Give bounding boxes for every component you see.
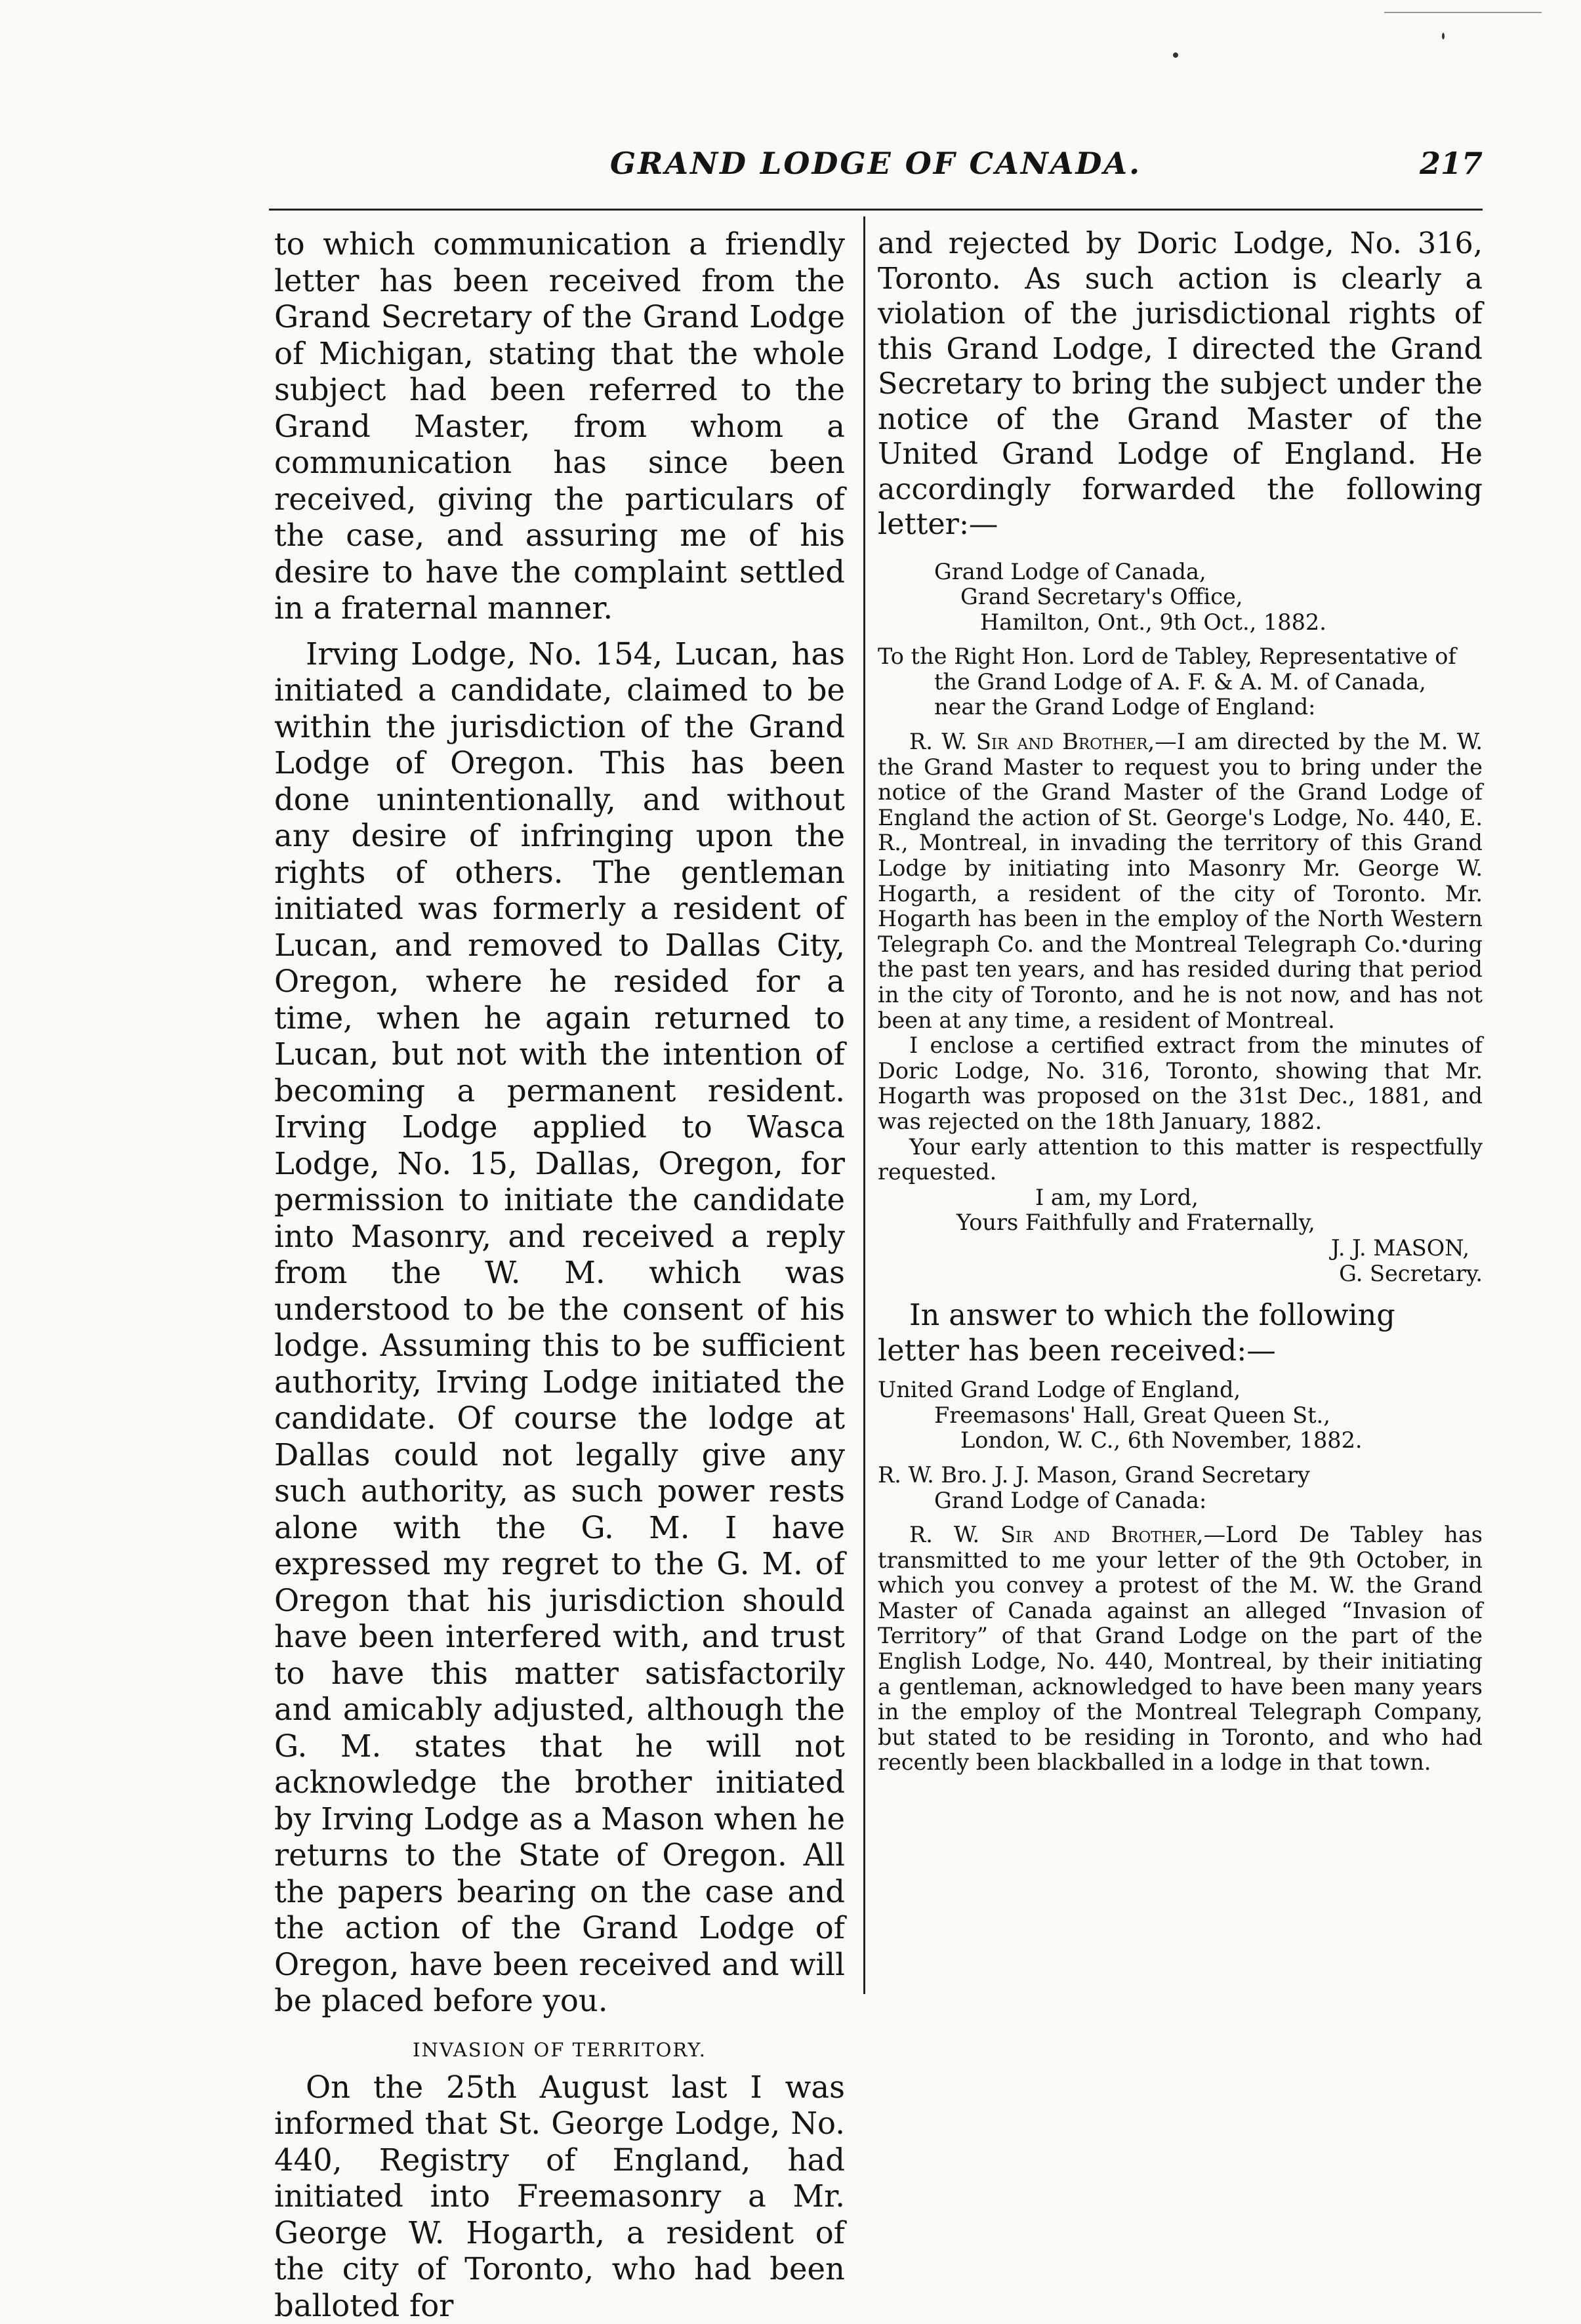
letter-recipient: Grand Lodge of Canada:: [878, 1488, 1483, 1514]
letter-salutation: R. W. Sir and Brother,: [909, 1522, 1204, 1547]
left-column: [274, 226, 845, 2324]
letter-body: [878, 729, 1483, 1033]
letter-date-line: London, W. C., 6th November, 1882.: [878, 1428, 1483, 1454]
letter-address-line: Freemasons' Hall, Great Queen St.,: [878, 1403, 1483, 1429]
paragraph-doric-lodge: and rejected by Doric Lodge, No. 316, Toronto. As such action is clearly a violation of the jurisdictional rights of this Grand Lodge, I directed the Grand Secretary to bring the subject under the notice of the Grand Master of the United Grand Lodge of England. He accordingly forwarded the following letter:—: [878, 226, 1483, 542]
letter-signature: J. J. MASON,: [878, 1236, 1483, 1261]
ink-speck: [1442, 33, 1445, 39]
letter-address-line: United Grand Lodge of England,: [878, 1377, 1483, 1403]
running-header: [269, 146, 1483, 185]
paragraph-irving-lodge: Irving Lodge, No. 154, Lucan, has initiated a candidate, claimed to be within the jurisdiction of the Grand Lodge of Oregon. This has been done unintentionally, and without any desire of infringing upon the rights of others. The gentleman initiated was formerly a resident of Lucan, and removed to Dallas City, Oregon, where he resided for a time, when he again returned to Lucan, but not with the intention of becoming a permanent resident. Irving Lodge applied to Wasca Lodge, No. 15, Dallas, Oregon, for permission to initiate the candidate into Masonry, and received a reply from the W. M. which was understood to be the consent of his lodge. Assuming this to be sufficient authority, Irving Lodge initiated the candidate. Of course the lodge at Dallas could not legally give any such authority, as such power rests alone with the G. M. I have expressed my regret to the G. M. of Oregon that his jurisdiction should have been interfered with, and trust to have this matter satisfactorily and amicably adjusted, although the G. M. states that he will not acknowledge the brother initiated by Irving Lodge as a Mason when he returns to the State of Oregon. All the papers bearing on the case and the action of the Grand Lodge of Oregon, have been received and will be placed before you.: [274, 636, 845, 2020]
letter-signature-title: G. Secretary.: [878, 1261, 1483, 1287]
letter-body: [878, 1522, 1483, 1776]
letter-grand-secretary: [878, 560, 1483, 1287]
page-number: 217: [1420, 146, 1483, 181]
letter-body: Your early attention to this matter is respectfully requested.: [878, 1135, 1483, 1185]
section-heading: INVASION OF TERRITORY.: [274, 2037, 845, 2063]
letter-body-text: —I am directed by the M. W. the Grand Master to request you to bring under the notice of the Grand Master of the Grand Lodge of England the action of St. George's Lodge, No. 440, E. R., Montreal, in invading the territory of this Grand Lodge by initiating into Masonry Mr. George W. Hogarth, a resident of the city of Toronto. Mr. Hogarth has been in the employ of the North Western Telegraph Co. and the Montreal Telegraph Co. during the past ten years, and has resided during that period in the city of Toronto, and he is not now, and has not been at any time, a resident of Montreal.: [878, 729, 1483, 1033]
letter-closing: I am, my Lord,: [878, 1185, 1483, 1211]
right-column: [878, 226, 1483, 1776]
paragraph-michigan: to which communication a friendly letter has been received from the Grand Secretary of the Grand Lodge of Michigan, stating that the whole subject had been referred to the Grand Master, from whom a communication has since been received, giving the particulars of the case, and assuring me of his desire to have the complaint settled in a fraternal manner.: [274, 226, 845, 627]
letter-closing: Yours Faithfully and Fraternally,: [878, 1210, 1483, 1236]
letter-body-text: —Lord De Tabley has transmitted to me your letter of the 9th October, in which you convey a protest of the M. W. the Grand Master of Canada against an alleged “Invasion of Territory” of that Grand Lodge on the part of the English Lodge, No. 440, Montreal, by their initiating a gentleman, acknowledged to have been many years in the employ of the Montreal Telegraph Company, but stated to be residing in Toronto, and who had recently been blackballed in a lodge in that town.: [878, 1522, 1483, 1775]
letter-address-line: Grand Lodge of Canada,: [878, 560, 1483, 585]
letter-address-line: Grand Secretary's Office,: [878, 584, 1483, 610]
running-title: GRAND LODGE OF CANADA.: [269, 146, 1483, 181]
letter-recipient: R. W. Bro. J. J. Mason, Grand Secretary: [878, 1463, 1483, 1488]
top-edge-rule: [1384, 12, 1542, 13]
paragraph-invasion: On the 25th August last I was informed that St. George Lodge, No. 440, Registry of England, had initiated into Freemasonry a Mr. George W. Hogarth, a resident of the city of Toronto, who had been balloted for: [274, 2069, 845, 2324]
ink-speck: [1173, 52, 1178, 58]
header-rule: [269, 209, 1483, 211]
paragraph-answer: In answer to which the following letter has been received:—: [878, 1298, 1483, 1368]
column-rule: [863, 216, 865, 1994]
letter-salutation: R. W. Sir and Brother,: [909, 729, 1155, 754]
letter-date-line: Hamilton, Ont., 9th Oct., 1882.: [878, 610, 1483, 636]
letter-recipient: To the Right Hon. Lord de Tabley, Representative of the Grand Lodge of A. F. & A. M. of Canada, near the Grand Lodge of England:: [878, 644, 1483, 720]
letter-body: I enclose a certified extract from the minutes of Doric Lodge, No. 316, Toronto, showing that Mr. Hogarth was proposed on the 31st Dec., 1881, and was rejected on the 18th January, 1882.: [878, 1033, 1483, 1134]
letter-united-grand-lodge: [878, 1377, 1483, 1776]
